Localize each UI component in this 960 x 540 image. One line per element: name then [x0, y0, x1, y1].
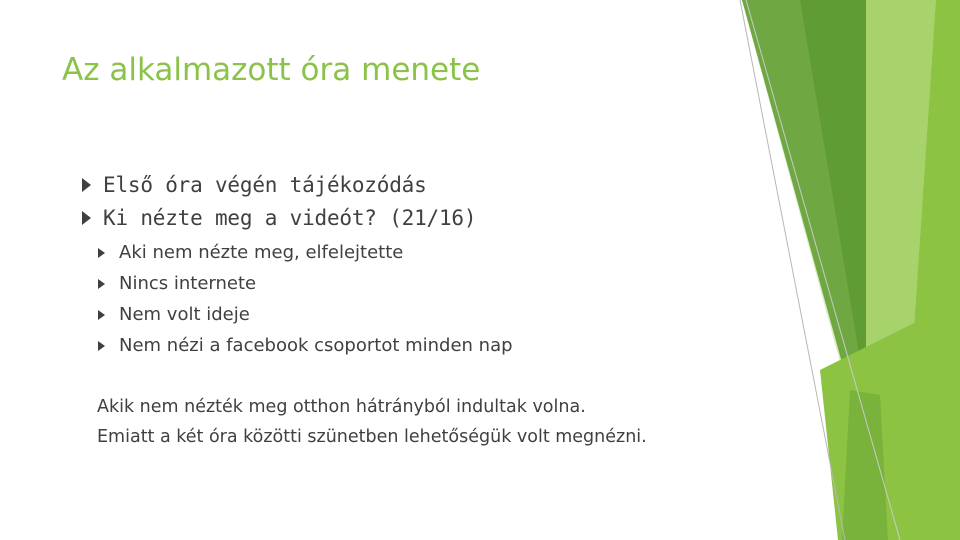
sub-bullet-item — [98, 273, 256, 294]
sub-bullet-item — [98, 304, 250, 325]
bullet-item — [82, 206, 476, 230]
arrow-bullet-icon — [82, 178, 91, 192]
bullet-text: Első óra végén tájékozódás — [103, 173, 427, 197]
arrow-bullet-icon — [98, 310, 105, 320]
bullet-item — [82, 173, 427, 197]
arrow-bullet-icon — [98, 341, 105, 351]
sub-bullet-text: Aki nem nézte meg, elfelejtette — [119, 242, 404, 263]
page-title: Az alkalmazott óra menete — [62, 52, 481, 88]
arrow-bullet-icon — [98, 279, 105, 289]
sub-bullet-text: Nem volt ideje — [119, 304, 250, 325]
sub-bullet-item — [98, 242, 403, 263]
bullet-text: Ki nézte meg a videót? (21/16) — [103, 206, 477, 230]
arrow-bullet-icon — [82, 211, 91, 225]
paragraph-line: Akik nem nézték meg otthon hátrányból indultak volna. — [97, 397, 586, 417]
sub-bullet-item — [98, 335, 513, 356]
sub-bullet-text: Nem nézi a facebook csoportot minden nap — [119, 335, 513, 356]
sub-bullet-text: Nincs internete — [119, 273, 257, 294]
paragraph-line: Emiatt a két óra közötti szünetben lehetőségük volt megnézni. — [97, 427, 647, 447]
arrow-bullet-icon — [98, 248, 105, 258]
